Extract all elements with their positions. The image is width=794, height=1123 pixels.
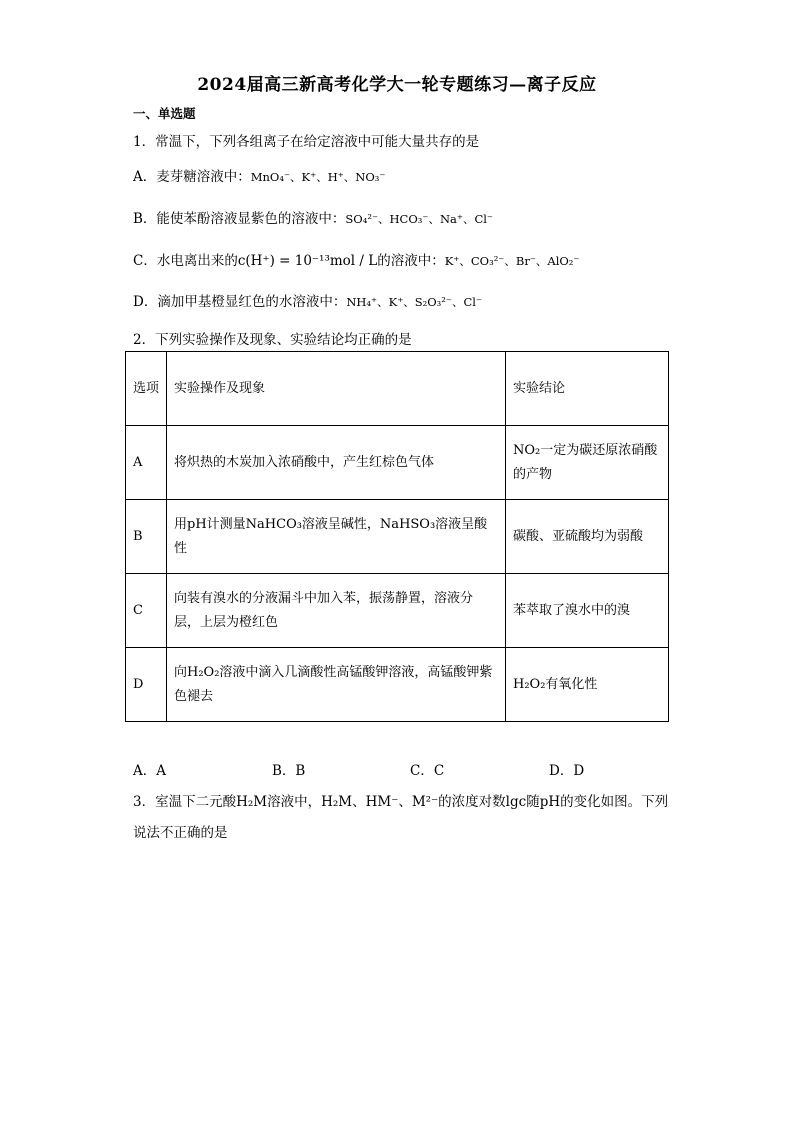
answer-option-c: C．C (410, 763, 445, 779)
option-c-ions: K⁺、CO₃²⁻、Br⁻、AlO₂⁻ (444, 254, 580, 268)
row-operation: 向装有溴水的分液漏斗中加入苯，振荡静置，溶液分层，上层为橙红色 (167, 574, 506, 648)
question-1-option-c (133, 249, 580, 269)
header-option: 选项 (126, 352, 167, 426)
document-title: 2024届高三新高考化学大一轮专题练习—离子反应 (197, 75, 597, 95)
answer-option-d: D．D (549, 763, 585, 779)
option-d-ions: NH₄⁺、K⁺、S₂O₃²⁻、Cl⁻ (346, 295, 483, 309)
header-conclusion: 实验结论 (506, 352, 669, 426)
row-conclusion: H₂O₂有氧化性 (506, 648, 669, 722)
experiment-table (125, 351, 669, 722)
question-1-option-d (133, 290, 482, 310)
option-a-prefix: A．麦芽糖溶液中： (133, 169, 251, 185)
question-2-stem: 2．下列实验操作及现象、实验结论均正确的是 (133, 332, 412, 348)
option-c-mid: 的溶液中： (377, 253, 445, 269)
answer-option-a: A．A (133, 763, 166, 779)
option-b-prefix: B．能使苯酚溶液显紫色的溶液中： (133, 211, 346, 227)
table-row (126, 574, 669, 648)
option-d-prefix: D．滴加甲基橙显红色的水溶液中： (133, 294, 347, 310)
section-heading: 一、单选题 (133, 106, 196, 121)
option-a-ions: MnO₄⁻、K⁺、H⁺、NO₃⁻ (250, 170, 386, 184)
row-operation: 向H₂O₂溶液中滴入几滴酸性高锰酸钾溶液，高锰酸钾紫色褪去 (167, 648, 506, 722)
header-operation: 实验操作及现象 (167, 352, 506, 426)
option-c-prefix: C．水电离出来的 (133, 253, 238, 269)
row-operation: 用pH计测量NaHCO₃溶液呈碱性，NaHSO₃溶液呈酸性 (167, 500, 506, 574)
option-b-ions: SO₄²⁻、HCO₃⁻、Na⁺、Cl⁻ (345, 212, 493, 226)
row-option: D (126, 648, 167, 722)
table-row (126, 648, 669, 722)
question-3-line-2: 说法不正确的是 (133, 825, 228, 841)
table-row (126, 426, 669, 500)
row-option: B (126, 500, 167, 574)
table-header-row (126, 352, 669, 426)
row-conclusion: NO₂一定为碳还原浓硝酸的产物 (506, 426, 669, 500)
table-row (126, 500, 669, 574)
question-1-option-b (133, 207, 493, 227)
row-conclusion: 碳酸、亚硫酸均为弱酸 (506, 500, 669, 574)
row-option: C (126, 574, 167, 648)
question-3-line-1: 3．室温下二元酸H₂M溶液中，H₂M、HM⁻、M²⁻的浓度对数lgc随pH的变化如图。下列 (133, 794, 669, 810)
row-option: A (126, 426, 167, 500)
question-1-stem: 1．常温下，下列各组离子在给定溶液中可能大量共存的是 (133, 134, 480, 150)
row-conclusion: 苯萃取了溴水中的溴 (506, 574, 669, 648)
question-1-option-a (133, 165, 385, 185)
answer-option-b: B．B (272, 763, 306, 779)
option-c-expression: c(H⁺) = 10⁻¹³mol / L (237, 253, 378, 269)
row-operation: 将炽热的木炭加入浓硝酸中，产生红棕色气体 (167, 426, 506, 500)
